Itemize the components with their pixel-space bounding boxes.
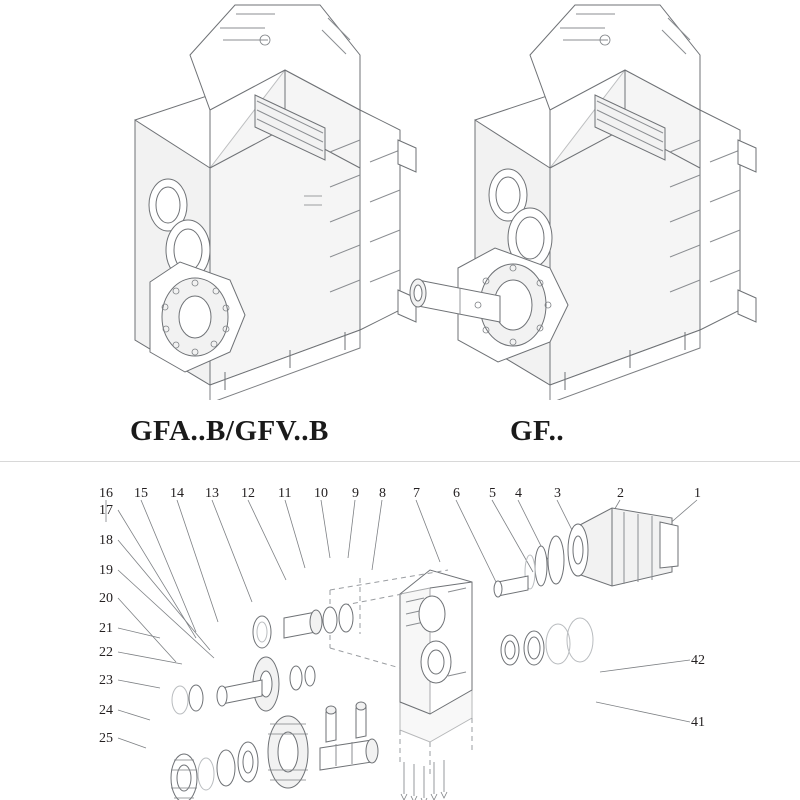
caption-right: GF.. [510, 415, 565, 447]
callout-15: 15 [134, 486, 148, 501]
callout-20: 20 [99, 591, 113, 606]
callout-8: 8 [379, 486, 386, 501]
caption-left: GFA..B/GFV..B [130, 415, 329, 447]
callout-24: 24 [99, 703, 113, 718]
callout-19: 19 [99, 563, 113, 578]
callout-16: 16 [99, 486, 113, 501]
callout-1: 1 [694, 486, 701, 501]
callout-2: 2 [617, 486, 624, 501]
gearbox-view-gf [400, 0, 800, 400]
callout-5: 5 [489, 486, 496, 501]
callout-18: 18 [99, 533, 113, 548]
callout-14: 14 [170, 486, 184, 501]
callout-4: 4 [515, 486, 522, 501]
callout-3: 3 [554, 486, 561, 501]
callout-23: 23 [99, 673, 113, 688]
callout-6: 6 [453, 486, 460, 501]
callout-11: 11 [278, 486, 292, 501]
callout-12: 12 [241, 486, 255, 501]
callout-17: 17 [99, 503, 113, 518]
callout-9: 9 [352, 486, 359, 501]
callout-10: 10 [314, 486, 328, 501]
callout-25: 25 [99, 731, 113, 746]
callout-41: 41 [691, 715, 705, 730]
exploded-parts-drawing [0, 462, 800, 800]
callout-22: 22 [99, 645, 113, 660]
callout-7: 7 [413, 486, 420, 501]
callout-42: 42 [691, 653, 705, 668]
exploded-view-area [0, 462, 800, 800]
callout-21: 21 [99, 621, 113, 636]
callout-13: 13 [205, 486, 219, 501]
